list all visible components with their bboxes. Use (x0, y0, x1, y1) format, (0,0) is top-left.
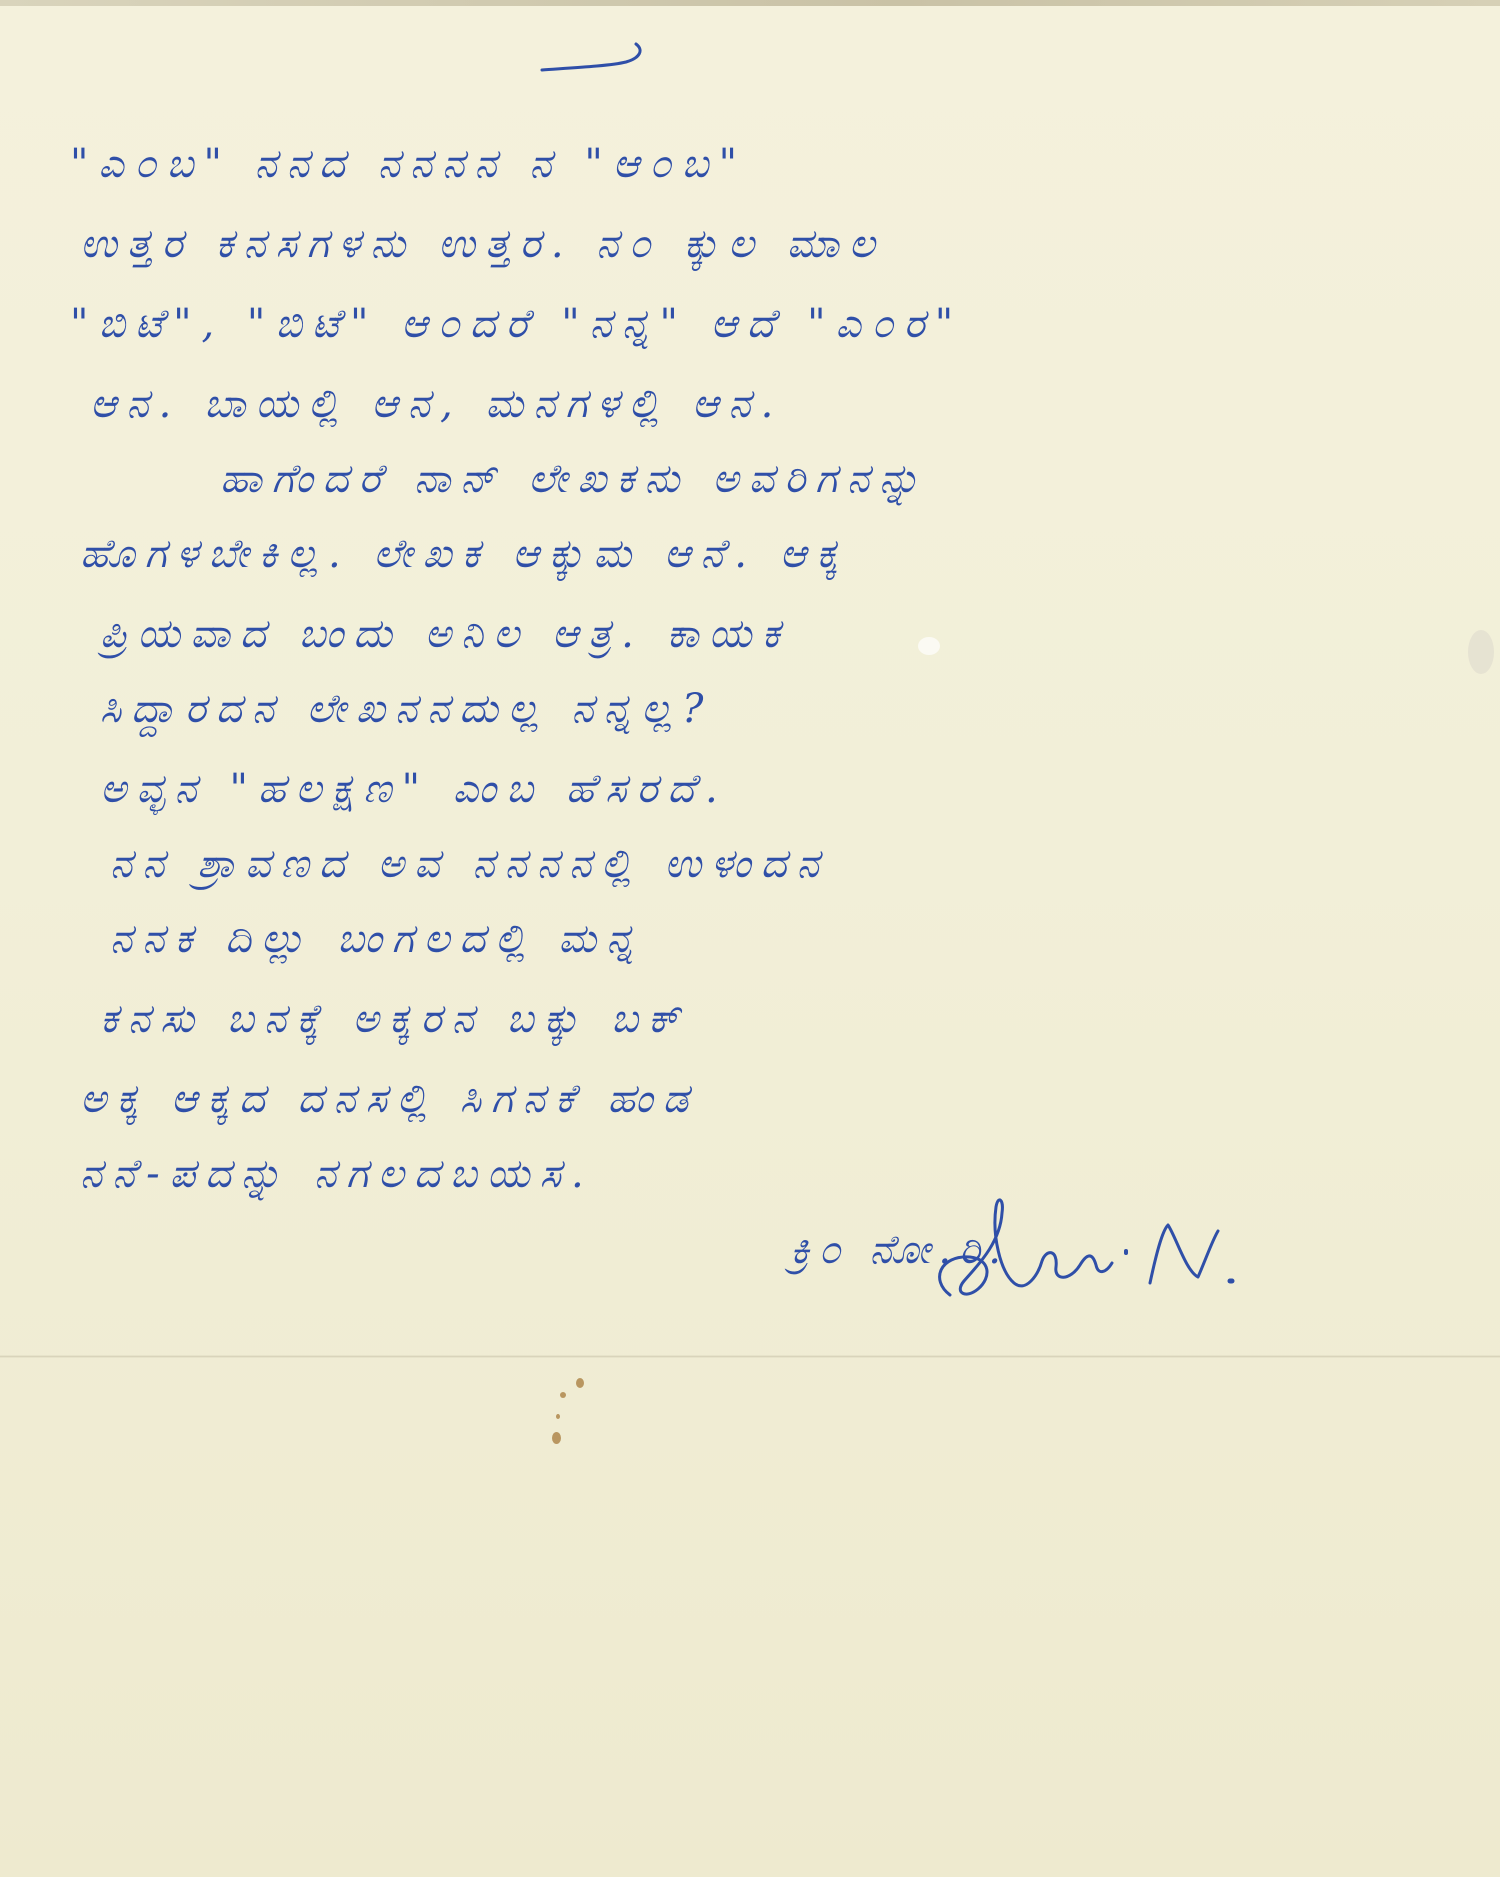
letter-line: ಅವ್ಳನ "ಹಲಕ್ಷಣ" ಎಂಬ ಹೆಸರದೆ. (100, 766, 728, 812)
letter-line: ಅಕ್ಕ ಆಕ್ಕದ ದನಸಲ್ಲಿ ಸಿಗನಕೆ ಹಂಡ (80, 1076, 699, 1122)
letter-line: ನನ ಶ್ರಾವಣದ ಅವ ನನನನಲ್ಲಿ ಉಳಂದನ (110, 841, 829, 887)
place-date: ಕ್ರಿ೦ ನೋ.ರಿ. (790, 1227, 1009, 1273)
letter-line: ಕನಸು ಬನಕ್ಕೆ ಅಕ್ಕರನ ಬಕ್ಕು ಬಕ್ (100, 996, 689, 1042)
signature-image (930, 1185, 1310, 1315)
letter-line: ಪ್ರಿಯವಾದ ಬಂದು ಅನಿಲ ಆತ್ರ. ಕಾಯಕ (100, 611, 790, 657)
ink-stain (552, 1432, 561, 1444)
paper-tear (1468, 630, 1494, 674)
letter-line: ನನೆ-ಪದನ್ನು ನಗಲದಬಯಸ. (80, 1151, 594, 1197)
ink-stain (560, 1392, 566, 1398)
top-pen-mark (540, 38, 650, 78)
letter-line: ಹಾಗೆಂದರೆ ನಾನ್ ಲೇಖಕನು ಅವರಿಗನನ್ನು (220, 456, 930, 502)
letter-line: ಆನ. ಬಾಯಲ್ಲಿ ಆನ, ಮನಗಳಲ್ಲಿ ಆನ. (90, 381, 784, 427)
ink-stain (576, 1378, 584, 1388)
letter-line: "ಬಿಟೆ", "ಬಿಟೆ" ಆ೦ದರೆ "ನನ್ನ" ಆದೆ "ಎ೦ರ" (70, 301, 964, 347)
letter-body (70, 95, 1450, 1275)
letter-line: ಹೊಗಳಬೇಕಿಲ್ಲ. ಲೇಖಕ ಆಕ್ಕುಮ ಆನೆ. ಆಕ್ಕ (80, 531, 848, 577)
letter-line: ಉತ್ತರ ಕನಸಗಳನು ಉತ್ತರ. ನ೦ ಕ್ಕುಲ ಮಾಲ (80, 221, 885, 267)
paper-hole (918, 637, 940, 655)
letter-line: ಸಿದ್ದಾರದನ ಲೇಖನನದುಲ್ಲ ನನ್ನಲ್ಲ? (100, 686, 714, 732)
paper-fold (0, 1355, 1500, 1358)
letter-line: ನನಕ ದಿಲ್ಲು ಬಂಗಲದಲ್ಲಿ ಮನ್ನ (110, 916, 644, 962)
letter-line: "ಎ೦ಬ" ನನದ ನನನನ ನ "ಆ೦ಬ" (70, 141, 748, 187)
ink-stain (556, 1414, 560, 1419)
paper-top-edge (0, 0, 1500, 6)
